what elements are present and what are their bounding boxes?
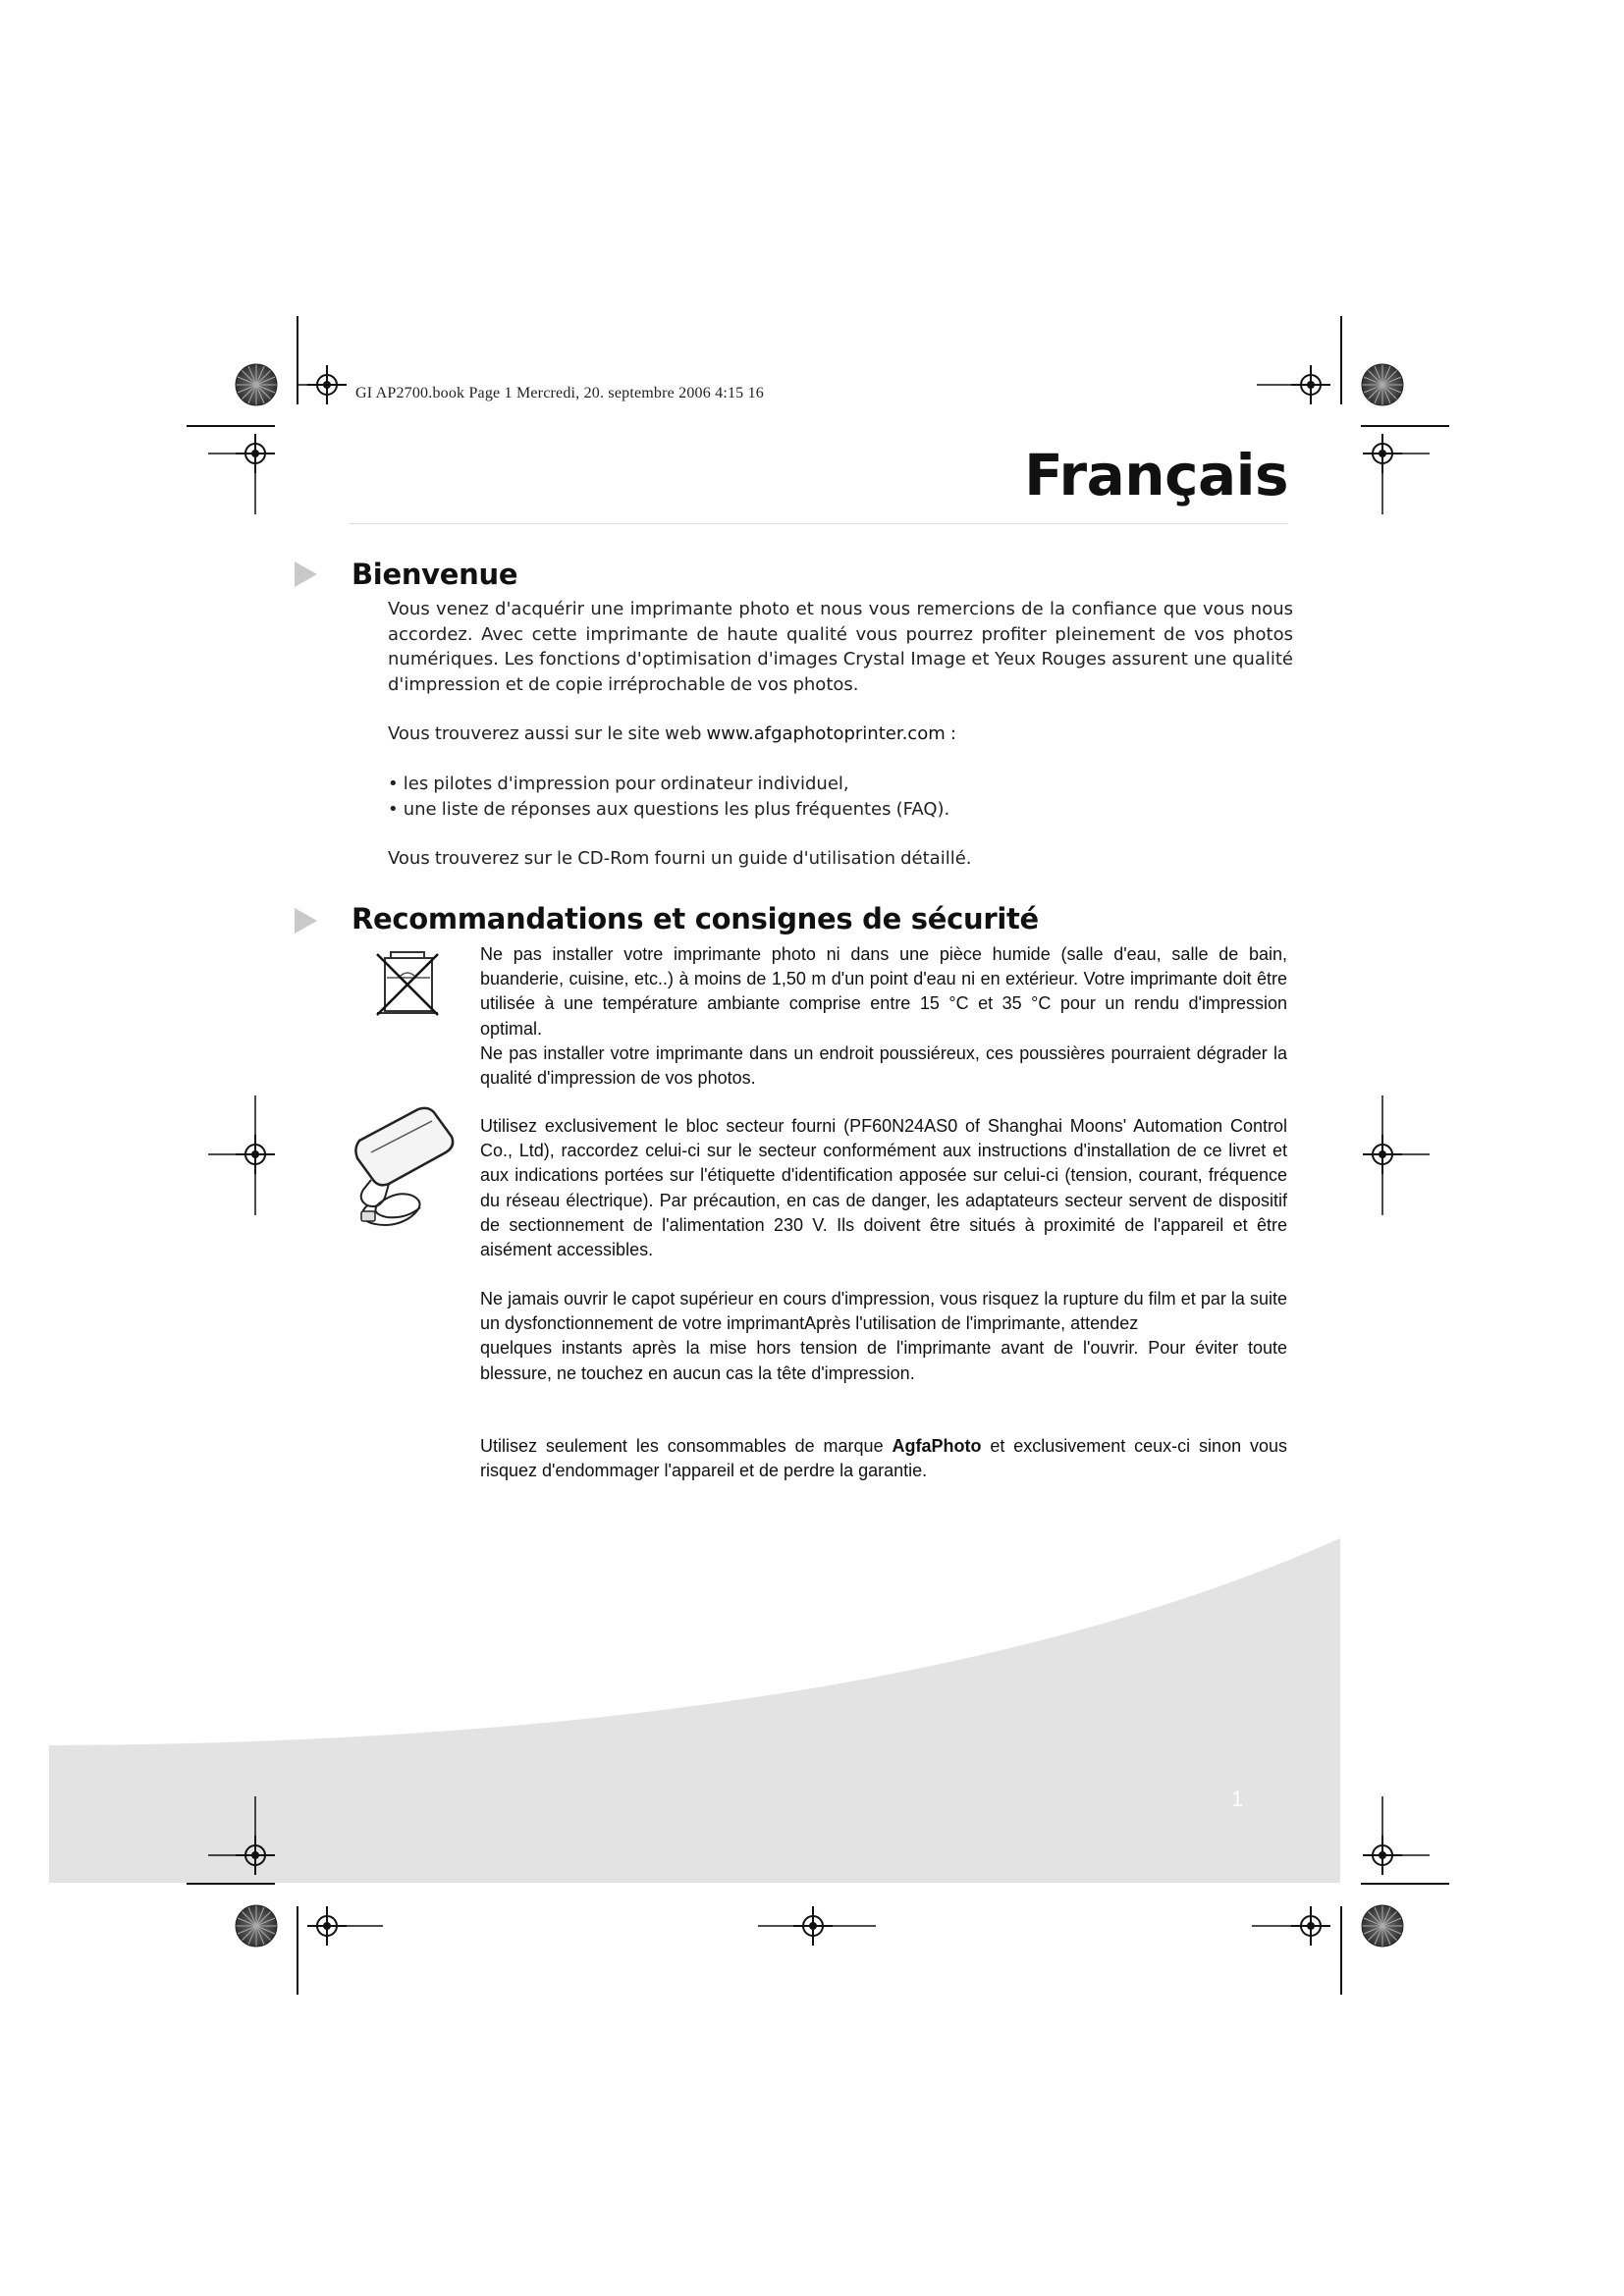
welcome-body (388, 597, 1293, 872)
no-humidity-icon (373, 948, 442, 1019)
power-warning (480, 1114, 1287, 1262)
page-title: Français (1024, 442, 1288, 508)
bullet-item: • les pilotes d'impression pour ordinateur individuel, (388, 773, 849, 794)
guide-note: Vous trouverez sur le CD-Rom fourni un guide d'utilisation détaillé. (388, 848, 972, 870)
website-link[interactable]: www.afgaphotoprinter.com (706, 723, 946, 745)
consumables-paragraph (480, 1434, 1287, 1483)
page-number: 1 (1231, 1787, 1244, 1811)
bullet-item: • une liste de réponses aux questions les plus fréquentes (FAQ). (388, 798, 950, 820)
dust-paragraph: Ne pas installer votre imprimante dans un endroit poussiéreux, ces poussières pourraient dégrader la qualité d'impression de vos photos. (480, 1042, 1287, 1089)
website-prefix: Vous trouverez aussi sur le site web (388, 723, 707, 745)
website-line (388, 721, 1293, 747)
section-arrow-icon (295, 908, 317, 934)
humidity-warning (480, 942, 1287, 1091)
cover-warning (480, 1287, 1287, 1386)
file-slug: GI AP2700.book Page 1 Mercredi, 20. septembre 2006 4:15 16 (355, 385, 764, 401)
humidity-paragraph: Ne pas installer votre imprimante photo ni dans une pièce humide (salle d'eau, salle de bain, buanderie, cuisine, etc..) à moins de 1,50 m d'un point d'eau ni en extérieur. Votre imprimante doit être utilisée à une température ambiante comprise entre 15 °C et 35 °C pour un rendu d'impression optimal. (480, 944, 1287, 1039)
power-adapter-icon (350, 1101, 460, 1231)
power-paragraph: Utilisez exclusivement le bloc secteur fourni (PF60N24AS0 of Shanghai Moons' Automation Control Co., Ltd), raccordez celui-ci sur le secteur conformément aux instructions d'installation de ce livret et aux indications portées sur l'étiquette d'identification apposée sur celui-ci (tension, courant, fréquence du réseau électrique). Par précaution, en cas de danger, les adaptateurs secteur servent de dispositif de sectionnement de l'alimentation 230 V. Ils doivent être situés à proximité de l'appareil et être aisément accessibles. (480, 1116, 1287, 1260)
cover-paragraph-1: Ne jamais ouvrir le capot supérieur en cours d'impression, vous risquez la rupture du film et par la suite un dysfonctionnement de votre imprimantAprès l'utilisation de l'imprimante, attendez (480, 1289, 1287, 1334)
section-arrow-icon (295, 561, 317, 587)
welcome-intro: Vous venez d'acquérir une imprimante photo et nous vous remercions de la confiance que vous nous accordez. Avec cette imprimante de haute qualité vous pourrez profiter pleinement de vos photos numériques. Les fonctions d'optimisation d'images Crystal Image et Yeux Rouges assurent une qualité d'impression et de copie irréprochable de vos photos. (388, 599, 1293, 695)
cover-paragraph-2: quelques instants après la mise hors tension de l'imprimante avant de l'ouvrir. Pour éviter toute blessure, ne touchez en aucun cas la tête d'impression. (480, 1338, 1287, 1383)
website-suffix: : (945, 723, 956, 745)
consumables-warning (480, 1434, 1287, 1483)
consumables-prefix: Utilisez seulement les consommables de marque (480, 1436, 893, 1456)
brand-name: AgfaPhoto (892, 1436, 982, 1456)
consumables-suffix: et exclusivement ceux-ci sinon vous risquez d'endommager l'appareil et de perdre la garantie. (480, 1436, 1287, 1481)
section-title-securite: Recommandations et consignes de sécurité (352, 902, 1039, 935)
title-divider (349, 523, 1288, 524)
section-title-bienvenue: Bienvenue (352, 558, 518, 591)
